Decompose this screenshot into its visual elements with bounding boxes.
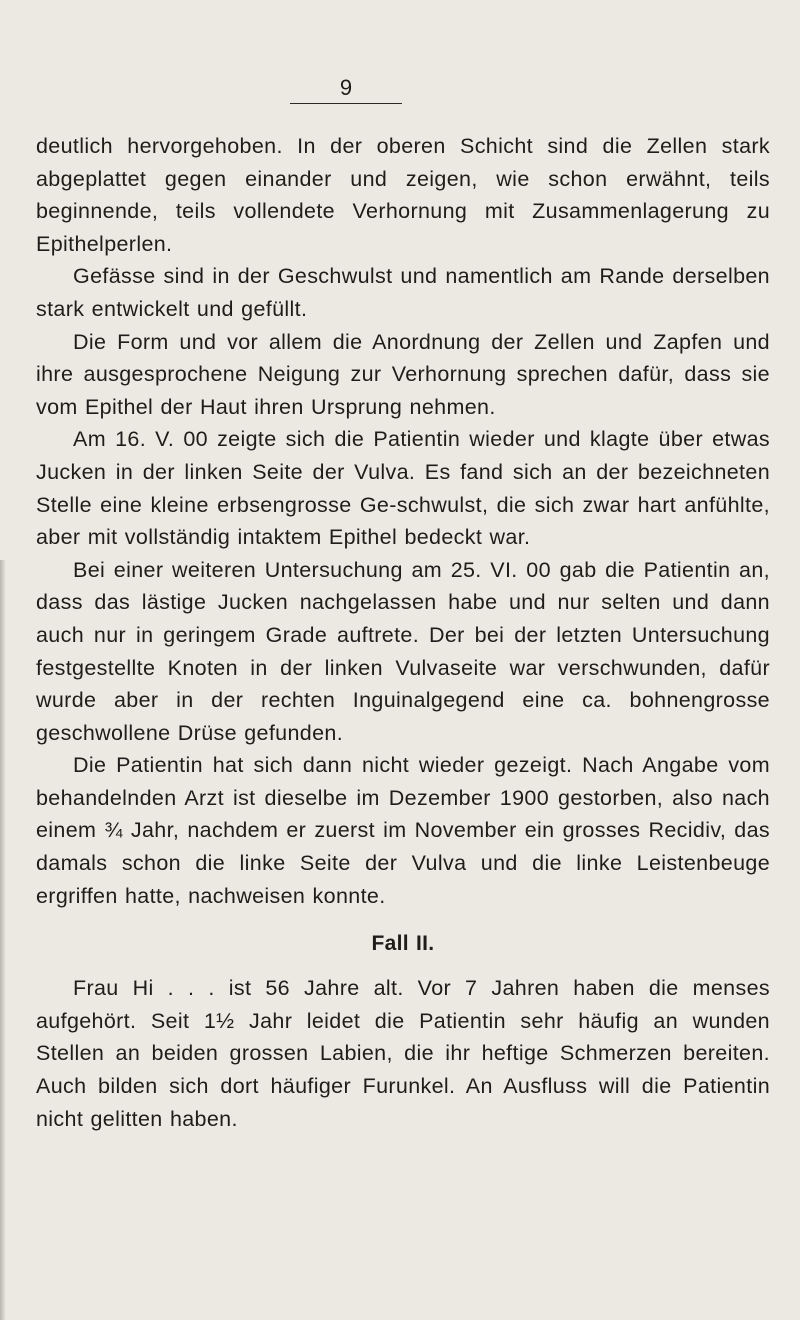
text-body [36,130,770,1135]
page-number: 9 [339,75,353,100]
paragraph: Am 16. V. 00 zeigte sich die Patientin wieder und klagte über etwas Jucken in der linken Seite der Vulva. Es fand sich an der bezeichneten Stelle eine kleine erbsengrosse Ge-schwulst, die sich zwar hart anfühlte, aber mit vollständig intaktem Epithel bedeckt war. [36,427,770,550]
page-header [290,76,402,106]
paragraph-continuation: deutlich hervorgehoben. In der oberen Schicht sind die Zellen stark abgeplattet gegen einander und zeigen, wie schon erwähnt, teils beginnende, teils vollendete Verhornung mit Zusammenlagerung zu Epithelperlen. [36,134,770,256]
paragraph: Bei einer weiteren Untersuchung am 25. VI. 00 gab die Patientin an, dass das lästige Jucken nachgelassen habe und nur selten und dann auch nur in geringem Grade auftrete. Der bei der letzten Untersuchung festgestellte Knoten in der linken Vulvaseite war verschwunden, dafür wurde aber in der rechten Inguinalgegend eine ca. bohnengrosse geschwollene Drüse gefunden. [36,557,770,745]
paragraph: Die Form und vor allem die Anordnung der Zellen und Zapfen und ihre ausgesprochene Neigung zur Verhornung sprechen dafür, dass sie vom Epithel der Haut ihren Ursprung nehmen. [36,329,770,419]
page-edge-shadow [0,560,6,1320]
paragraph: Gefässe sind in der Geschwulst und namentlich am Rande derselben stark entwickelt und gefüllt. [36,264,770,321]
paragraph: Die Patientin hat sich dann nicht wieder gezeigt. Nach Angabe vom behandelnden Arzt ist dieselbe im Dezember 1900 gestorben, also nach einem ¾ Jahr, nachdem er zuerst im November ein grosses Recidiv, das damals schon die linke Seite der Vulva und die linke Leistenbeuge ergriffen hatte, nachweisen konnte. [36,753,770,908]
section-heading: Fall II. [371,932,435,956]
header-rule [290,103,402,104]
paragraph: Frau Hi . . . ist 56 Jahre alt. Vor 7 Jahren haben die menses aufgehört. Seit 1½ Jahr leidet die Patientin sehr häufig an wunden Stellen an beiden grossen Labien, die ihr heftige Schmerzen bereiten. Auch bilden sich dort häufiger Furunkel. An Ausfluss will die Patientin nicht gelitten haben. [36,976,770,1131]
